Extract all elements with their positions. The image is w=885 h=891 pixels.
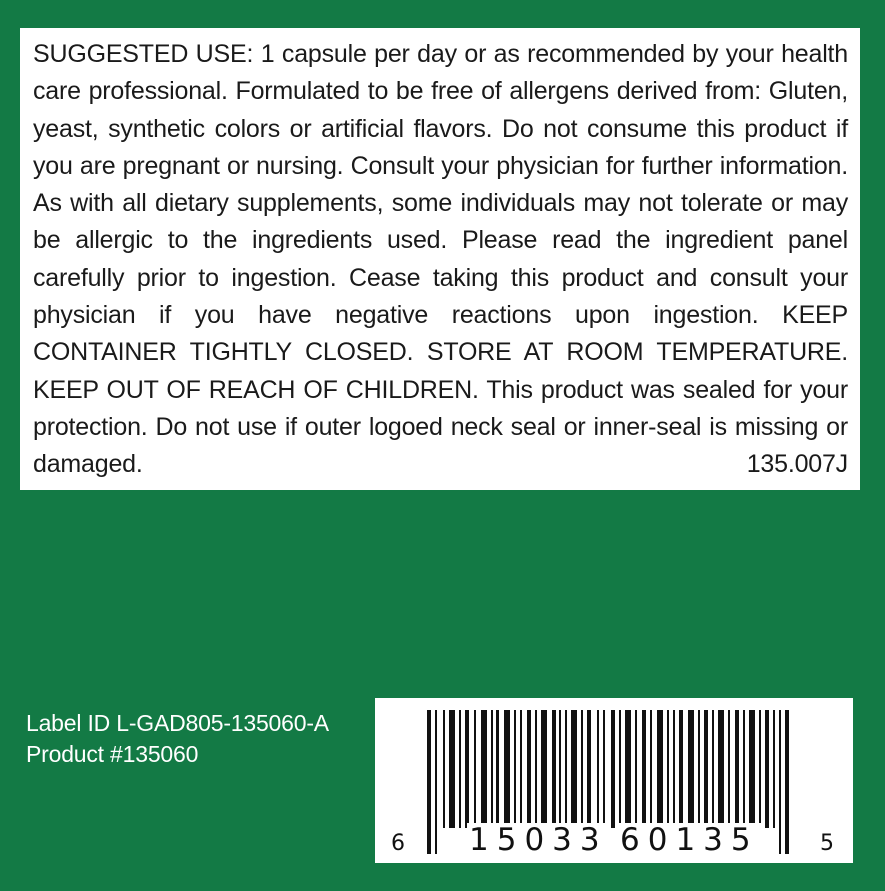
suggested-use-panel (20, 28, 860, 490)
label-id: Label ID L-GAD805-135060-A (26, 710, 329, 736)
suggested-use-paragraph (33, 36, 848, 484)
barcode-digit-last: 5 (820, 831, 834, 856)
barcode-icon (375, 698, 853, 863)
label-info (26, 708, 329, 770)
barcode-panel (375, 698, 853, 863)
barcode-digits-left: 15033 (469, 822, 608, 858)
product-number: Product #135060 (26, 741, 199, 767)
label-revision-code: 135.007J (746, 450, 848, 479)
suggested-use-text: SUGGESTED USE: 1 capsule per day or as recommended by your health care professional. Formulated to be free of allergens derived from: Gluten, yeast, synthetic colors or artificial flavors. Do not consume this product if you are pregnant or nursing. Consult your physician for further information. As with all dietary supplements, some individuals may not tolerate or may be allergic to the ingredients used. Please read the ingredient panel carefully prior to ingestion. Cease taking this product and consult your physician if you have negative reactions upon ingestion. KEEP CONTAINER TIGHTLY CLOSED. STORE AT ROOM TEMPERATURE. KEEP OUT OF REACH OF CHILDREN. This product was sealed for your protection. Do not use if outer logoed neck seal or inner-seal is missing or damaged. (33, 40, 848, 479)
barcode-digit-first: 6 (391, 831, 405, 856)
barcode-digits-right: 60135 (620, 822, 759, 858)
